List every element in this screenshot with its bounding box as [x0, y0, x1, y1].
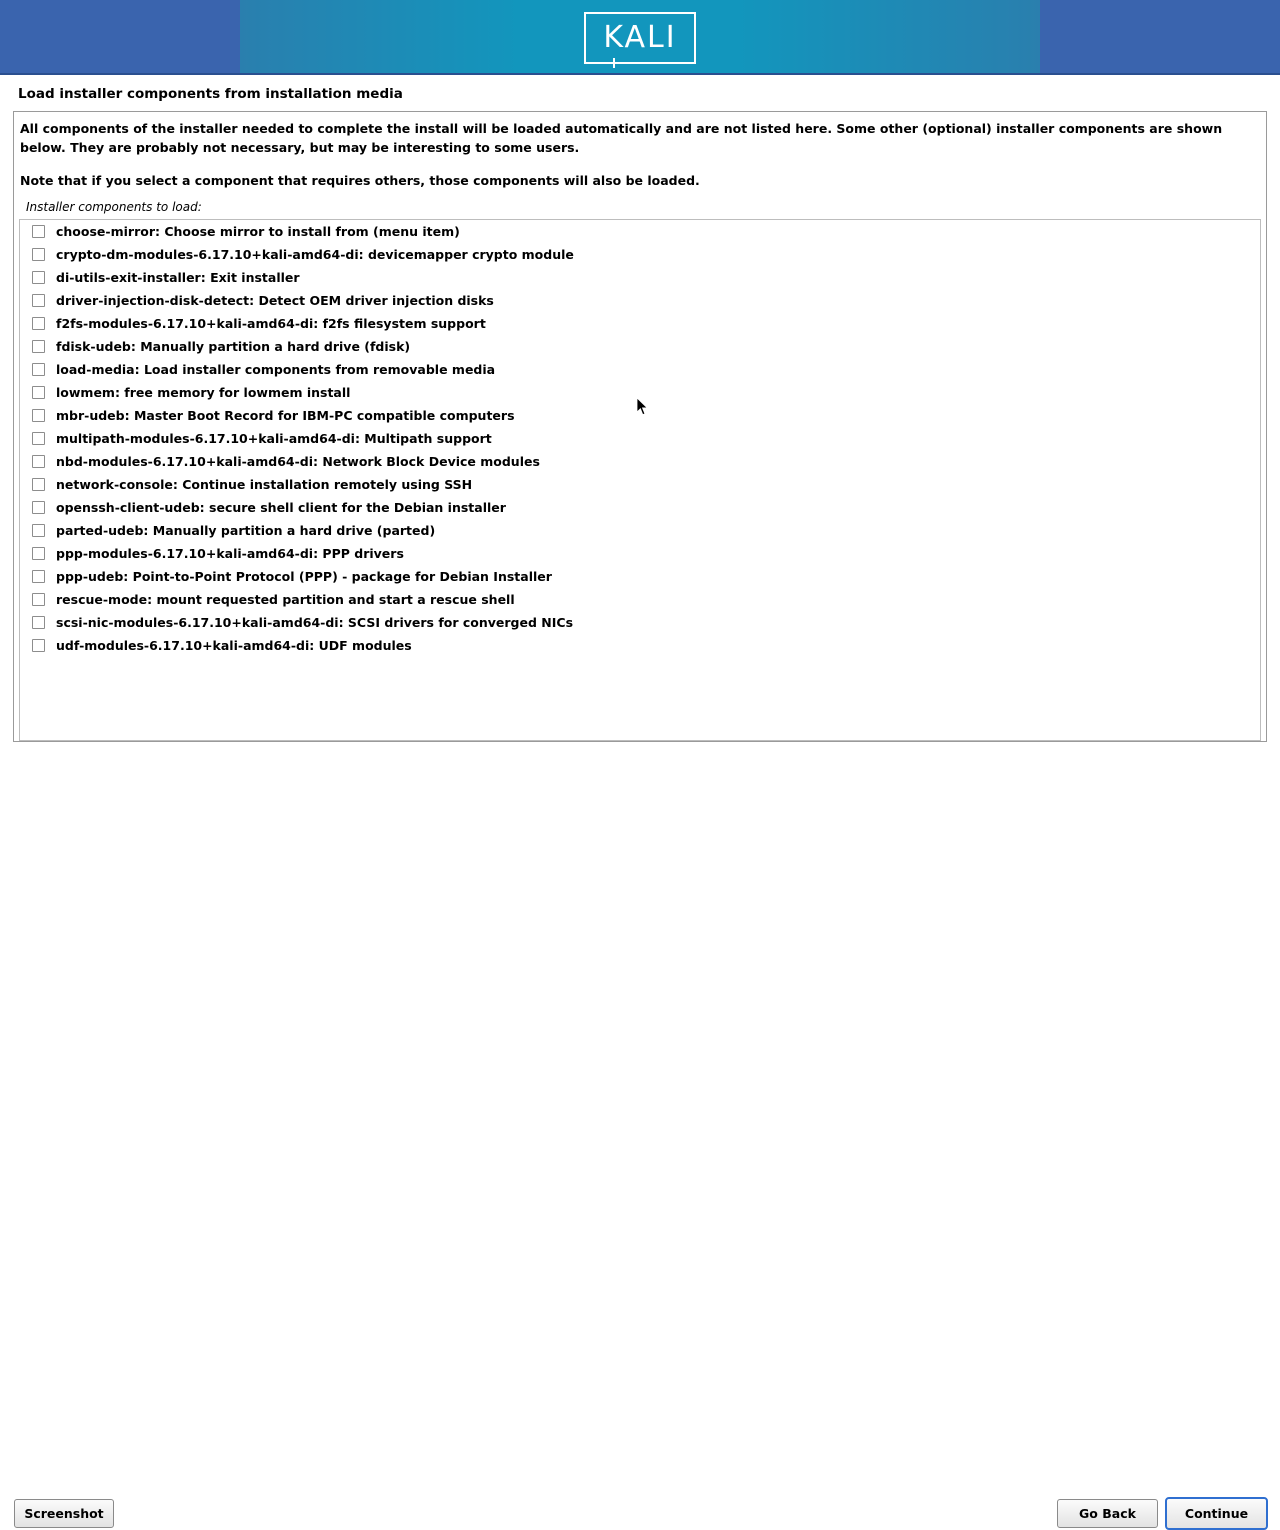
intro-paragraph: All components of the installer needed to complete the install will be loaded automatically and are not listed here. Some other (optional) installer components are shown below. They are probably not necessary, but may be interesting to some users.	[20, 121, 1223, 155]
list-item[interactable]	[20, 404, 1260, 427]
list-item[interactable]	[20, 565, 1260, 588]
list-item-label: multipath-modules-6.17.10+kali-amd64-di: Multipath support	[56, 431, 492, 447]
banner-right-block	[1040, 0, 1280, 75]
list-item[interactable]	[20, 611, 1260, 634]
banner-left-block	[0, 0, 240, 75]
list-item[interactable]	[20, 450, 1260, 473]
checkbox-unchecked-icon[interactable]	[32, 593, 45, 606]
checkbox-unchecked-icon[interactable]	[32, 432, 45, 445]
checkbox-unchecked-icon[interactable]	[32, 478, 45, 491]
list-item[interactable]	[20, 312, 1260, 335]
list-item-label: di-utils-exit-installer: Exit installer	[56, 270, 300, 286]
continue-button[interactable]: Continue	[1165, 1497, 1268, 1530]
list-item[interactable]	[20, 634, 1260, 657]
checkbox-unchecked-icon[interactable]	[32, 501, 45, 514]
list-item-label: openssh-client-udeb: secure shell client for the Debian installer	[56, 500, 506, 516]
list-item-label: choose-mirror: Choose mirror to install from (menu item)	[56, 224, 460, 240]
list-item[interactable]	[20, 427, 1260, 450]
list-item-label: rescue-mode: mount requested partition and start a rescue shell	[56, 592, 515, 608]
list-item[interactable]	[20, 335, 1260, 358]
checkbox-unchecked-icon[interactable]	[32, 386, 45, 399]
checkbox-unchecked-icon[interactable]	[32, 294, 45, 307]
list-item[interactable]	[20, 289, 1260, 312]
checkbox-unchecked-icon[interactable]	[32, 340, 45, 353]
list-item-label: crypto-dm-modules-6.17.10+kali-amd64-di: devicemapper crypto module	[56, 247, 574, 263]
checkbox-unchecked-icon[interactable]	[32, 570, 45, 583]
list-item-label: scsi-nic-modules-6.17.10+kali-amd64-di: SCSI drivers for converged NICs	[56, 615, 574, 631]
page-title: Load installer components from installation media	[0, 75, 1280, 111]
intro-text-block	[14, 112, 1266, 190]
list-item[interactable]	[20, 519, 1260, 542]
list-item[interactable]	[20, 588, 1260, 611]
banner-divider	[0, 73, 1280, 75]
kali-logo-tick-icon	[613, 58, 615, 68]
checkbox-unchecked-icon[interactable]	[32, 547, 45, 560]
kali-logo	[584, 12, 696, 64]
checkbox-unchecked-icon[interactable]	[32, 639, 45, 652]
list-item[interactable]	[20, 381, 1260, 404]
list-item[interactable]	[20, 473, 1260, 496]
list-item-label: nbd-modules-6.17.10+kali-amd64-di: Network Block Device modules	[56, 454, 540, 470]
list-item-label: f2fs-modules-6.17.10+kali-amd64-di: f2fs filesystem support	[56, 316, 486, 332]
list-item-label: fdisk-udeb: Manually partition a hard drive (fdisk)	[56, 339, 411, 355]
list-item[interactable]	[20, 542, 1260, 565]
go-back-button[interactable]: Go Back	[1057, 1499, 1158, 1528]
list-item[interactable]	[20, 358, 1260, 381]
checkbox-unchecked-icon[interactable]	[32, 225, 45, 238]
components-list-label: Installer components to load:	[26, 200, 202, 215]
kali-banner	[0, 0, 1280, 75]
checkbox-unchecked-icon[interactable]	[32, 363, 45, 376]
list-item-label: network-console: Continue installation remotely using SSH	[56, 477, 473, 493]
content-frame	[13, 111, 1267, 742]
list-item-label: ppp-udeb: Point-to-Point Protocol (PPP) - package for Debian Installer	[56, 569, 552, 585]
checkbox-unchecked-icon[interactable]	[32, 616, 45, 629]
checkbox-unchecked-icon[interactable]	[32, 248, 45, 261]
list-item-label: driver-injection-disk-detect: Detect OEM driver injection disks	[56, 293, 494, 309]
list-item-label: lowmem: free memory for lowmem install	[56, 385, 351, 401]
list-item[interactable]	[20, 266, 1260, 289]
note-paragraph: Note that if you select a component that requires others, those components will also be loaded.	[20, 172, 700, 188]
checkbox-unchecked-icon[interactable]	[32, 271, 45, 284]
checkbox-unchecked-icon[interactable]	[32, 455, 45, 468]
screenshot-button[interactable]: Screenshot	[14, 1499, 114, 1528]
list-item-label: mbr-udeb: Master Boot Record for IBM-PC compatible computers	[56, 408, 515, 424]
list-item[interactable]	[20, 496, 1260, 519]
checkbox-unchecked-icon[interactable]	[32, 524, 45, 537]
list-item-label: ppp-modules-6.17.10+kali-amd64-di: PPP drivers	[56, 546, 404, 562]
list-item[interactable]	[20, 243, 1260, 266]
list-item-label: parted-udeb: Manually partition a hard drive (parted)	[56, 523, 436, 539]
checkbox-unchecked-icon[interactable]	[32, 317, 45, 330]
components-list[interactable]	[19, 219, 1261, 741]
kali-logo-text: KALI	[603, 20, 677, 55]
list-item-label: udf-modules-6.17.10+kali-amd64-di: UDF modules	[56, 638, 412, 654]
list-item[interactable]	[20, 220, 1260, 243]
footer-bar	[0, 742, 1280, 1521]
checkbox-unchecked-icon[interactable]	[32, 409, 45, 422]
list-item-label: load-media: Load installer components from removable media	[56, 362, 496, 378]
